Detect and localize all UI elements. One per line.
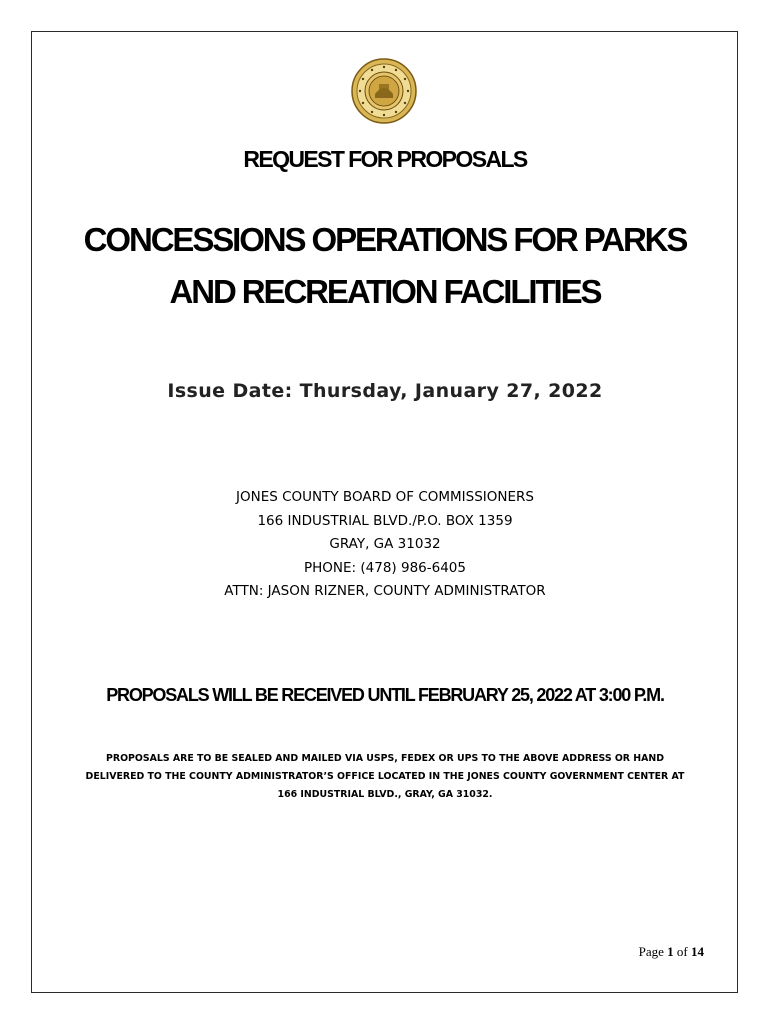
document-title xyxy=(0,214,770,318)
page-total: 14 xyxy=(691,944,704,959)
title-line-1: CONCESSIONS OPERATIONS FOR PARKS xyxy=(83,221,687,258)
page-current: 1 xyxy=(667,944,674,959)
address-line-4: PHONE: (478) 986-6405 xyxy=(304,559,466,576)
rfp-label: REQUEST FOR PROPOSALS xyxy=(243,146,527,172)
address-line-5: ATTN: JASON RIZNER, COUNTY ADMINISTRATOR xyxy=(224,583,546,599)
page-number xyxy=(600,944,704,960)
address-line-3: GRAY, GA 31032 xyxy=(329,536,441,552)
of-word: of xyxy=(676,944,688,959)
address-block xyxy=(0,486,770,604)
instructions-line-1: PROPOSALS ARE TO BE SEALED AND MAILED VIA USPS, FEDEX OR UPS TO THE ABOVE ADDRESS OR HAND xyxy=(105,753,665,764)
instructions-line-2: DELIVERED TO THE COUNTY ADMINISTRATOR’S OFFICE LOCATED IN THE JONES COUNTY GOVERNMENT CENTER AT xyxy=(85,771,685,782)
title-line-2: AND RECREATION FACILITIES xyxy=(169,273,601,310)
page-word: Page xyxy=(638,944,664,959)
address-line-1: JONES COUNTY BOARD OF COMMISSIONERS xyxy=(236,489,534,505)
county-seal-logo xyxy=(351,58,417,124)
address-line-2: 166 INDUSTRIAL BLVD./P.O. BOX 1359 xyxy=(257,512,513,529)
proposal-deadline: PROPOSALS WILL BE RECEIVED UNTIL FEBRUARY 25, 2022 AT 3:00 P.M. xyxy=(106,685,664,705)
instructions-line-3: 166 INDUSTRIAL BLVD., GRAY, GA 31032. xyxy=(277,789,493,800)
issue-date: Issue Date: Thursday, January 27, 2022 xyxy=(167,380,603,402)
submission-instructions xyxy=(60,750,710,804)
